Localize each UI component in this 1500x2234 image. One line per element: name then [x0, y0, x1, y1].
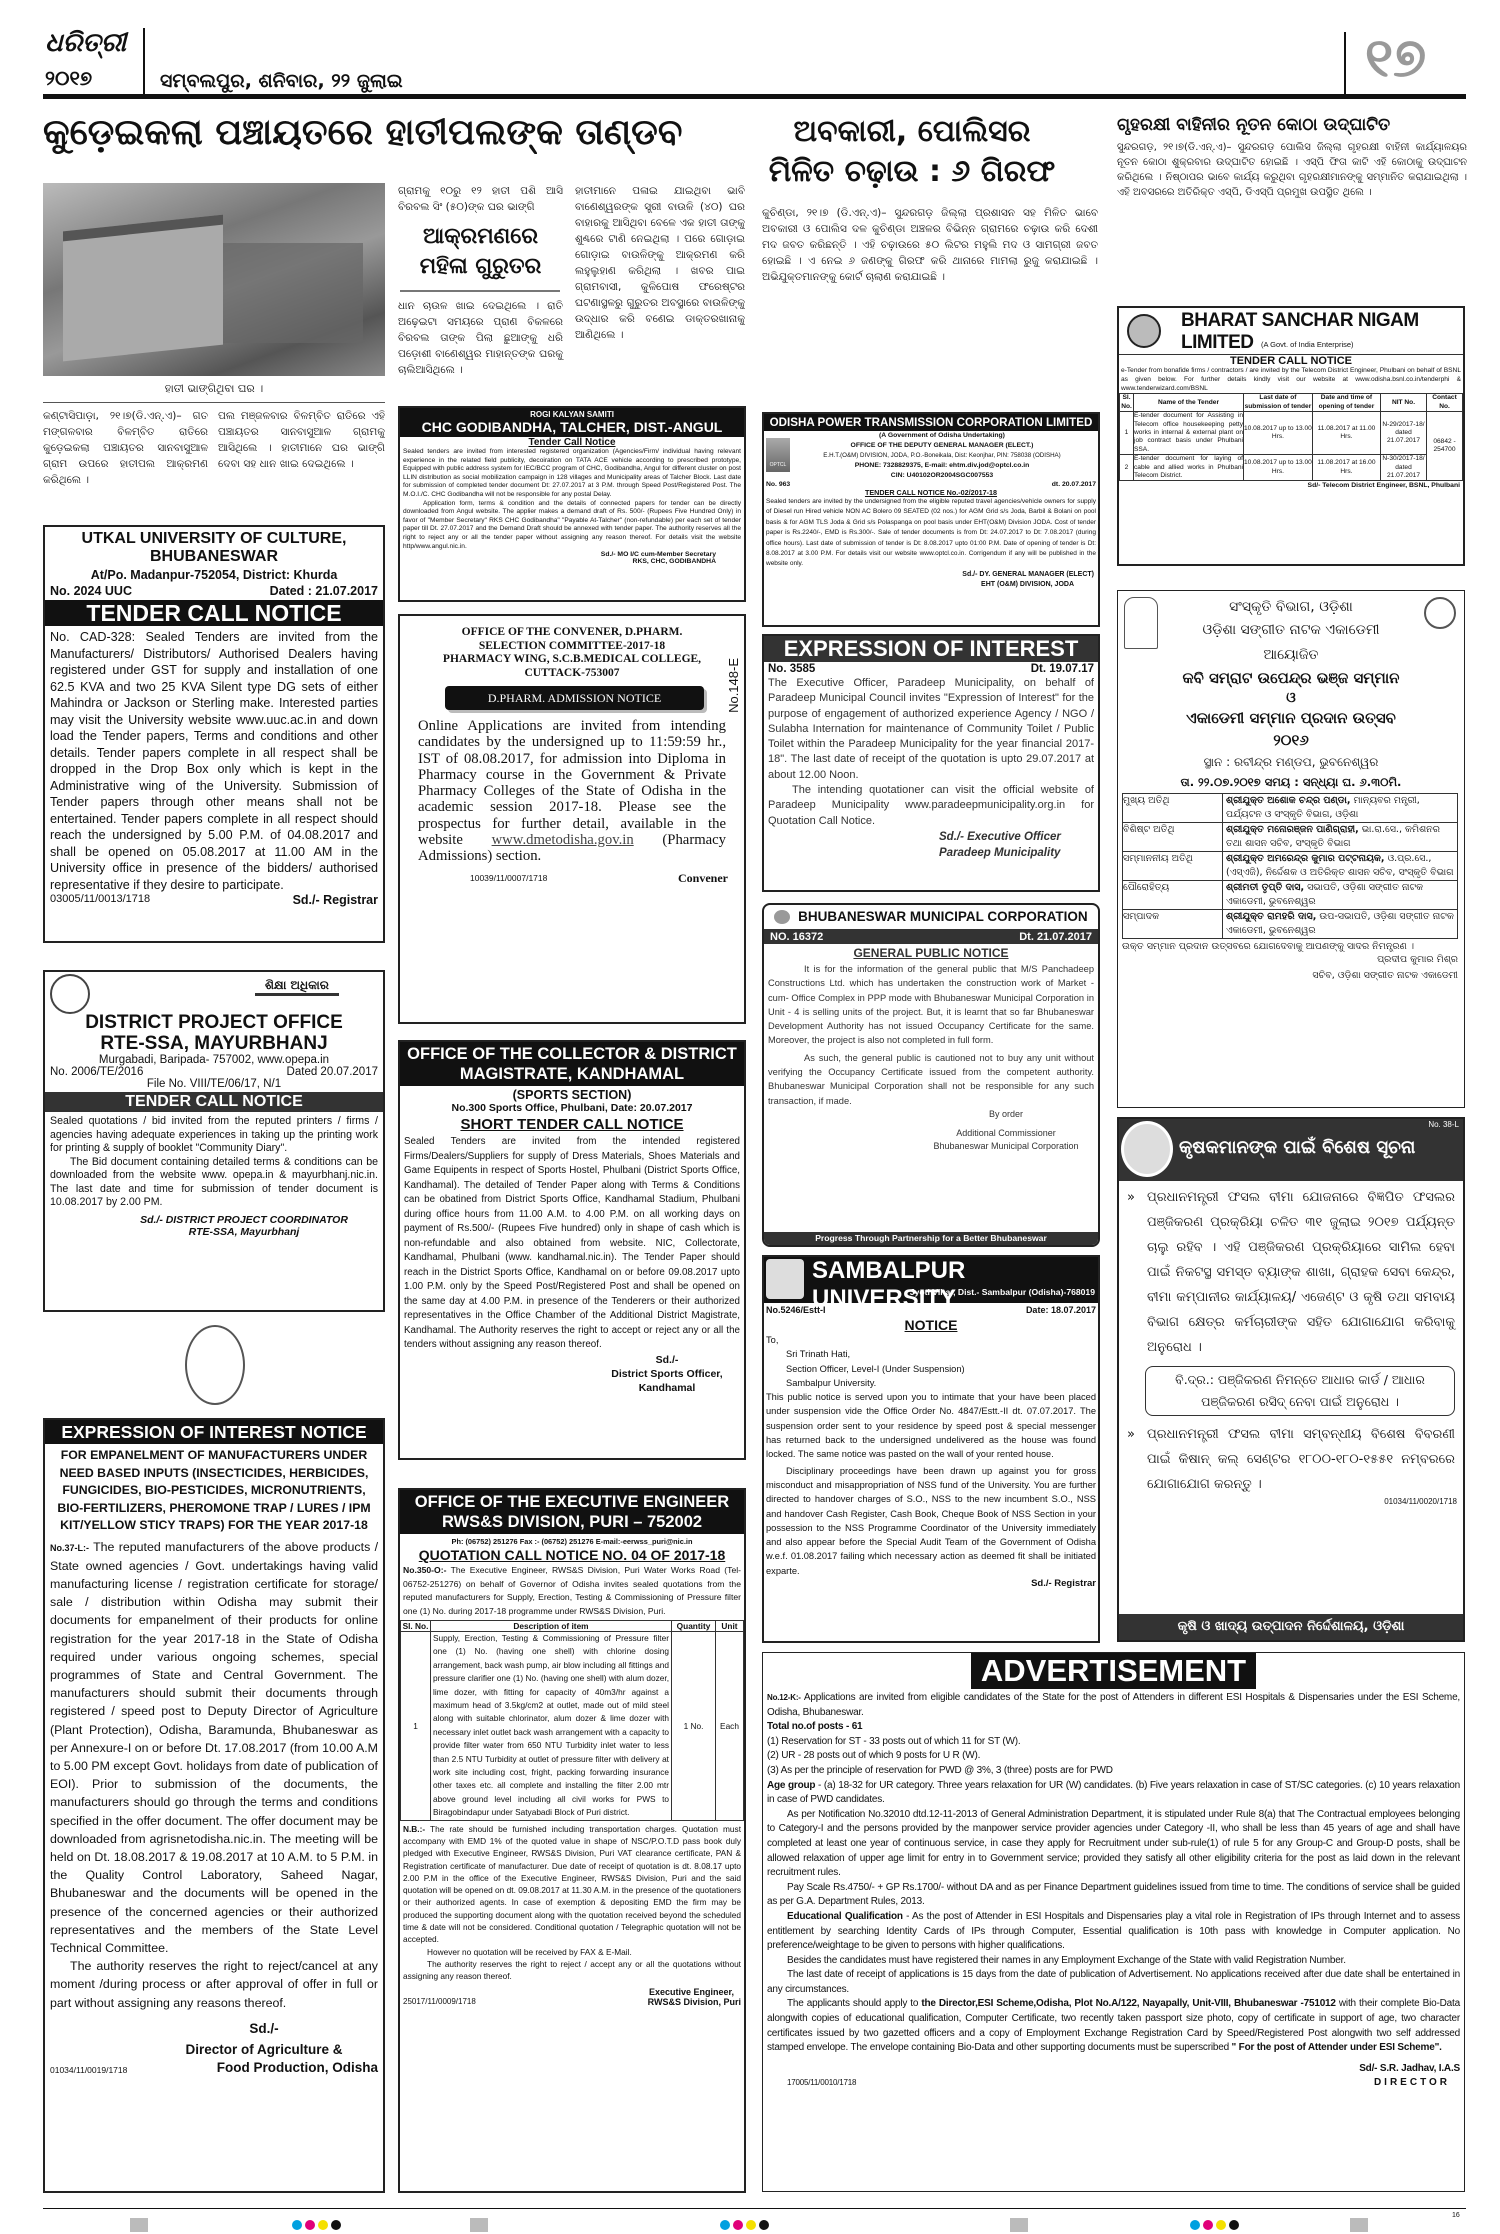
dpo-tender-notice: [43, 970, 385, 1312]
lead-headline: କୁଡ଼େଇକଲା ପଞ୍ଚାୟତରେ ହାତୀପଲଙ୍କ ତାଣ୍ଡବ: [43, 112, 683, 153]
bsnl-cell: 11.08.2017 at 11.00 Hrs.: [1312, 412, 1380, 455]
sanskriti-line-3: ଆୟୋଜିତ: [1263, 647, 1319, 663]
dpharm-admission-notice: [398, 614, 746, 1024]
guest-desc: ମାନ୍ୟବର ମନ୍ତ୍ରୀ, ପର୍ଯ୍ୟଟନ ଓ ସଂସ୍କୃତି ବିଭାଗ, ଓଡ଼ିଶା: [1226, 795, 1420, 820]
bsnl-cell: 11.08.2017 at 16.00 Hrs.: [1312, 455, 1380, 481]
sanskriti-line-6: ଏକାଡେମୀ ସମ୍ମାନ ପ୍ରଦାନ ଉତ୍ସବ: [1186, 709, 1396, 727]
bsnl-cell: E-tender document for laying of cable and allied works in Phulbani Telecom District.: [1134, 455, 1243, 480]
advert-no: No.12-K:-: [767, 1693, 801, 1702]
krushi-ref: 01034/11/0020/1718: [1384, 1497, 1457, 1506]
optcl-title: ODISHA POWER TRANSMISSION CORPORATION LIMITED: [764, 414, 1098, 431]
optcl-line-1: (A Government of Odisha Undertaking): [879, 432, 1005, 439]
puri-nb: The rate should be furnished including transportation charges. Quotation must accompany with EMD 1% of the quoted value in shape of NSC/P.O.T.D pass book duly pledged with Executive Engineer, RWS&S Division, Puri VAT clearance certificate, PAN & Registration certificate of manufacturer. Due date of receipt of quotation is dt. 8.08.17 upto 2.00 P.M in the office of the Executive Engineer, RWS&S Division, Puri and the said quotation will be opened on dt. 09.08.2017 at 11.30 A.M. in the presence of the quotationers or their authorized agents. In case of exemption & depositing EMD the firm may be produced the supporting document along with the quotation received beyond the scheduled time & date will not be considered. Conditional quotation / Telegraphic quotation will not be accepted.: [403, 1823, 741, 1945]
bsnl-cell: 1: [1120, 412, 1134, 455]
bsnl-logo-icon: [1127, 314, 1161, 348]
guest-desc: ଭା.ରା.ସେ., କମିଶନର ତଥା ଶାସନ ସଚିବ, ସଂସ୍କୃତି ବିଭାଗ: [1226, 824, 1440, 849]
dpo-date: Dated 20.07.2017: [286, 1066, 378, 1078]
optcl-body: Sealed tenders are invited by the undersigned from the eligible reputed travel agencies/vehicle owners for supply of Diesel run Hired vehicle NON AC Bolero 09 SEATED (02 nos.) for AGM Grid s/s Joda, Barbil & Bolani on pool basis & for AGM TLS Joda & Grid s/s Polaspanga on pool basis under EHT(O&M) Division JODA. Cost of tender paper is Rs.2240/-, EMD is Rs.300/-. Sale of tender documents is from Dt: 24.07.2017 to Dt: 7.08.2017 (during office hours). Last date of submission of tender is Dt: 8.08.2017 upto 01:00 P.M. Date of opening of tender is Dt: 8.08.2017 at 3.00 P.M. For details visit our website www.optcl.co.in. Corrigendum if any will be published in the website only.: [766, 498, 1096, 568]
advert-item: (3) As per the principle of reservation for PWD @ 3%, 3 (three) posts are for PWD: [767, 1764, 1113, 1776]
bsnl-cell: N-30/2017-18/ dated 21.07.2017: [1382, 455, 1425, 480]
table-row: [1123, 910, 1458, 939]
guest-desc: ଓ.ପ୍ର.ସେ., (ଏସ୍‌ଏଜି), ନିର୍ଦ୍ଦେଶକ ଓ ଅତିରିକ୍ତ ଶାସନ ସଚିବ, ସଂସ୍କୃତି ବିଭାଗ: [1226, 853, 1454, 878]
eoi-paradeep-sign-1: Sd./- Executive Officer: [939, 830, 1061, 843]
bmc-heading: GENERAL PUBLIC NOTICE: [853, 946, 1009, 960]
utkal-title-1: UTKAL UNIVERSITY OF CULTURE,: [81, 530, 347, 547]
bsnl-cell: N-29/2017-18/ dated 21.07.2017: [1381, 412, 1427, 455]
odisha-emblem-icon: [1121, 1121, 1173, 1177]
chc-para-2: Application form, terms & condition and the details of connected papers for tender can be directly downloaded from Angul website. The applier makes a demand draft of Rs. 500/- (Rupees Five Hundred Only) in favor of "Member Secretary" RKS CHC Godibandha" "Payable At-Talcher" (non-refundable) per each set of tender paper till Dt. 27.07.2017 and the Demand Draft should be annexed with tender paper. The authority reserves all the right to reject any or all the tender paper without assigning any reason thereof. For details visit the website http/www.angul.nic.in.: [403, 499, 741, 550]
story2-headline: ଅବକାରୀ, ପୋଲିସର ମିଳିତ ଚଢ଼ାଉ : ୬ ଗିରଫ: [768, 114, 1056, 189]
sambalpur-address: Jyoti Vihar, Dist.- Sambalpur (Odisha)-768019: [909, 1287, 1095, 1297]
dpo-title-2: RTE-SSA, MAYURBHANJ: [100, 1033, 328, 1054]
krushi-para-2: ପ୍ରଧାନମନ୍ତ୍ରୀ ଫସଲ ବୀମା ସମ୍ବନ୍ଧୀୟ ବିଶେଷ ବିବରଣୀ ପାଇଁ କିଷାନ୍ କଲ୍ ସେଣ୍ଟର ୧୮୦୦-୧୮୦-୧୫୫୧ ନମ୍ବରରେ ଯୋଗାଯୋଗ କରନ୍ତୁ ।: [1147, 1427, 1455, 1492]
eoi-paradeep-sign-2: Paradeep Municipality: [939, 846, 1061, 859]
sambalpur-heading: NOTICE: [904, 1317, 958, 1333]
lead-intro-a: କଣ୍ଟାସିପାଡ଼ା, ୨୧।୭(ଡି.ଏନ୍.ଏ)– ଗତ ମଙ୍ଗଳବାର ବିଳମ୍ବିତ ରାତିରେ କୁଡ଼େଇକଲା ପଞ୍ଚାୟତର ସାନବାସୁଆଳ ଗ୍ରାମ ଉପରେ ହାତୀପଲ ଆକ୍ରମଣ କରିଥିଲେ ।: [43, 410, 208, 486]
kandhamal-sign-3: Kandhamal: [638, 1381, 696, 1394]
shiksha-adhikar-logo: ଶିକ୍ଷା ଅଧିକାର: [255, 978, 339, 996]
odisha-emblem-icon: [50, 974, 90, 1014]
lead-intro-b: ପଲ ମଞ୍ଜଳବାର ବିଳମ୍ବିତ ରାତିରେ ଏହି ପଞ୍ଚାୟତର ସାନବାସୁଆଳ ଗ୍ରାମକୁ ଆସିଥିଲେ । ହାତୀମାନେ ଘର ଭାଙ୍ଗି ଦେବା ସହ ଧାନ ଖାଇ ଦେଇଥିଲେ ।: [218, 410, 385, 470]
eoi-agri-para-2: The authority reserves the right to reject/cancel at any moment /during process or after approval of offer in full or part without assigning any reasons thereof.: [50, 1959, 378, 2010]
advert-item: (2) UR - 28 posts out of which 9 posts for U R (W).: [767, 1750, 981, 1762]
eoi-paradeep-para-1: The Executive Officer, Paradeep Municipality, on behalf of Paradeep Municipal Council invites "Expression of Interest" for the purpose of engagement of authorized experience Agency / NGO / Sulabha Internation for maintenance of Community Toilet / Public Toilet within the Paradeep Municipality for the year financial 2017-18". The last date of receipt of the quotation is upto 29.07.2017 at about 12.00 Noon.: [768, 677, 1094, 781]
guest-desc: ଉପ-ସଭାପତି, ଓଡ଼ିଶା ସଙ୍ଗୀତ ନାଟକ ଏକାଡେମୀ, ଭୁବନେଶ୍ୱର: [1226, 911, 1454, 936]
sambalpur-university-notice: [762, 1255, 1100, 1643]
puri-title-1: OFFICE OF THE EXECUTIVE ENGINEER: [414, 1493, 730, 1511]
sanskriti-line-4: କବି ସମ୍ରାଟ ଉପେନ୍ଦ୍ର ଭଞ୍ଜ ସମ୍ମାନ: [1182, 669, 1400, 687]
dpharm-tail: (Pharmacy Admissions) section.: [418, 832, 727, 865]
eoi-agri-no: No.37-L:-: [50, 1542, 89, 1553]
eoi-agriculture-notice: [43, 1418, 385, 2193]
puri-nb-label: N.B.:-: [403, 1823, 426, 1834]
puri-cell-qty: 1 No.: [672, 1632, 716, 1821]
utkal-body: No. CAD-328: Sealed Tenders are invited from the Manufacturers/ Distributors/ Authorised Dealers having registered under GST for supply and installation of one 62.5 KVA and two 25 KVA Silent type DG sets of either Mahindra or Jackson or Sterling make. Interested parties may visit the University website www.uuc.ac.in and down load the Tender papers, Terms and conditions and other details. Tender papers complete in all respect shall be dropped in the Drop Box only which is kept in the Administrative wing of the University. Submission of Tender papers through other means shall not be entertained. Tender papers complete in all respect should reach the undersigned by 5.00 P.M. of 04.08.2017 and shall be opened on 05.08.2017 at 11.00 AM in the University office in presence of the bidders/ authorised representative if they desire to participate.: [50, 630, 378, 892]
dpharm-title-3: PHARMACY WING, S.C.B.MEDICAL COLLEGE,: [442, 653, 702, 665]
eoi-agri-ref: 01034/11/0019/1718: [50, 2064, 128, 2075]
dpo-sign-1: Sd./- DISTRICT PROJECT COORDINATOR: [140, 1213, 348, 1226]
sanskriti-line-2: ଓଡ଼ିଶା ସଙ୍ଗୀତ ନାଟକ ଏକାଡେମୀ: [1202, 622, 1380, 638]
guest-role: ସମ୍ମାନନୀୟ ଅତିଥି: [1123, 852, 1223, 881]
masthead-logo: ଧରିତ୍ରୀ: [45, 28, 127, 58]
bsnl-intro: e-Tender from bonafide firms / contractors / are invited by the Telecom District Engineer, Phulbani on behalf of BSNL as given below. For further details kindly visit our website at www.odisha.bsnl.co.in/tenderphi & www.tenderwizard.com/BSNL: [1121, 367, 1461, 392]
lead-photo: [43, 183, 385, 376]
odisha-emblem-icon: [1424, 597, 1456, 629]
table-row: [1120, 412, 1463, 455]
optcl-tender-notice: [762, 412, 1100, 627]
puri-col-header: Description of item: [431, 1621, 672, 1632]
table-row: [401, 1632, 744, 1821]
bsnl-subtitle: (A Govt. of India Enterprise): [1261, 340, 1354, 349]
puri-cell-sl: 1: [401, 1632, 431, 1821]
advert-age-label: Age group: [767, 1779, 816, 1791]
bsnl-col-header: NIT No.: [1381, 394, 1427, 412]
utkal-date: Dated : 21.07.2017: [269, 584, 378, 598]
bullet-icon: »: [1127, 1427, 1135, 1442]
utkal-signature: Sd./- Registrar: [292, 893, 378, 907]
kandhamal-ref: No.300 Sports Office, Phulbani, Date: 20.07.2017: [451, 1102, 693, 1114]
sambalpur-university-logo: [766, 1259, 804, 1299]
puri-no: No.350-O:-: [403, 1565, 447, 1575]
dpo-para-2: The Bid document containing detailed terms & conditions can be downloaded from the website www. opepa.in & mayurbhanj.nic.in. The last date and time for submission of tender document is 10.08.2017 by 2.00 PM.: [50, 1155, 378, 1208]
puri-sign-1: Executive Engineer,: [648, 1986, 734, 1997]
bullet-icon: »: [1127, 1190, 1135, 1205]
optcl-line-5: CIN: U40102OR2004SGC007553: [890, 472, 994, 479]
dpo-address: Murgabadi, Baripada- 757002, www.opepa.in: [98, 1054, 330, 1066]
puri-para-2: However no quotation will be received by FAX & E-Mail.: [427, 1946, 632, 1957]
dpo-para-1: Sealed quotations / bid invited from the reputed printers / firms / agencies having adequate experiences in taking up the printing work for printing & supply of booklet "Community Diary".: [50, 1115, 378, 1154]
guest-role: ସମ୍ପାଦକ: [1123, 910, 1223, 939]
sanskriti-venue: ସ୍ଥାନ : ରବୀନ୍ଦ୍ର ମଣ୍ଡପ, ଭୁବନେଶ୍ୱର: [1203, 755, 1379, 769]
chc-org: ROGI KALYAN SAMITI: [530, 410, 614, 419]
puri-sign-2: RWS&S Division, Puri: [647, 1996, 741, 2007]
rule: [400, 290, 560, 292]
esi-advertisement: [762, 1652, 1465, 2192]
masthead-divider-right: [1344, 32, 1346, 94]
registration-marks: [0, 2218, 1500, 2234]
advert-age: - (a) 18-32 for UR category. Three years relaxation for UR (W) candidates. (b) Five years relaxation in case of ST/SC categories. (c) 10 years relaxation in case of PWD candidates.: [767, 1779, 1460, 1806]
bmc-sign-1: Additional Commissioner: [956, 1127, 1056, 1138]
puri-cell-desc: Supply, Erection, Testing & Commissioning of Pressure filter one (1) No. (having one shell) with chlorine dosing arrangement, back wash pump, air blow including all fittings and pressure clarifier one (1) No. (having one shell) with alum dozer, lime dozer, with fitting for capacity of 40m3/hr against a maximum head of 3.5kg/cm2 at outlet, made out of mild steel along with suitable chlorinator, alum dozer & lime dozer with necessary inlet outlet back wash arrangement with a capacity to provide filter water from 650 NTU Turbidity inlet water to less than 2.5 NTU Turbidity at outlet of pressure filter with delivery at work site including cost, fright, packing forwarding insurance other taxes etc. all complete and installing the filter 2.00 mtr above ground level including all civil works for PWS to Biragobindapur under Satyabadi Block of Puri district.: [431, 1632, 672, 1821]
story3-body: ସୁନ୍ଦରଗଡ଼, ୨୧।୭(ଡି.ଏନ୍.ଏ)– ସୁନ୍ଦରଗଡ଼ ପୋଲିସ ଜିଲ୍ଲା ଗୃହରକ୍ଷୀ ବାହିନୀ କାର୍ଯ୍ୟାଳୟର ନୂତନ କୋଠା ଶୁକ୍ରବାର ଉଦ୍‌ଘାଟିତ ହୋଇଛି । ଏସ୍‌ପି ଫିତା କାଟି ଏହି କୋଠାକୁ ଉଦ୍‌ଘାଟନ କରିଥିଲେ । ନିଷ୍ଠାପର ଭାବେ କାର୍ଯ୍ୟ କରୁଥିବା ଗୃହରକ୍ଷୀମାନଙ୍କୁ ସମ୍ମାନିତ କରାଯାଇଥିଲା । ଏହି ଅବସରରେ ଅତିରିକ୍ତ ଏସ୍‌ପି, ଡିଏସ୍‌ପି ପ୍ରମୁଖ ଉପସ୍ଥିତ ଥିଲେ ।: [1117, 142, 1467, 198]
kandhamal-sign-1: Sd./-: [655, 1353, 679, 1366]
sanskriti-guest-table: [1122, 793, 1458, 939]
dpharm-title-2: SELECTION COMMITTEE-2017-18: [478, 639, 666, 652]
krushi-no: No. 38-L: [1428, 1120, 1459, 1129]
bsnl-tender-table: [1119, 393, 1463, 481]
advert-superscription: " For the post of Attender under ESI Scheme".: [1231, 2042, 1442, 2054]
sambalpur-para-1: This public notice is served upon you to intimate that your have been placed under suspension vide the Office Order No. 4847/Estt.-II dt. 07.07.2017. The suspension order sent to your residence by speed post & special messenger has returned back to the undersigned undelivered as the house was found locked. The same notice was pasted on the wall of your rented house.: [766, 1392, 1096, 1460]
footer-rule: [43, 2208, 1466, 2209]
bmc-date: Dt. 21.07.2017: [1019, 931, 1092, 943]
optcl-logo: OPTCL: [766, 438, 790, 472]
sambalpur-para-2: Disciplinary proceedings have been drawn up against you for gross misconduct and misappropriation of NSS fund of the University. You are further directed to handover charges of S.O., NSS to the new incumbent S.O., NSS and handover Cash Register, Cash Book, Cheque Book of NSS Section in your possession to the NSS Programme Coordinator of the University immediately and also appear before the Special Audit Team of the Government of Odisha w.e.f. 01.08.2017 failing which necessary action as deemed fit shall be initiated exparte.: [766, 1465, 1096, 1576]
puri-ref: 25017/11/0009/1718: [403, 1996, 476, 2006]
eoi-paradeep-date: Dt. 19.07.17: [1030, 663, 1094, 675]
eoi-agri-sign-3: Food Production, Odisha: [216, 2059, 378, 2075]
bsnl-sign: Sd/- Telecom District Engineer, BSNL, Phulbani: [1307, 482, 1460, 490]
table-row: [1123, 881, 1458, 910]
optcl-line-4: PHONE: 7328829375, E-mail: ehtm.div.jod@optcl.co.in: [854, 462, 1030, 469]
sanskriti-line-1: ସଂସ୍କୃତି ବିଭାଗ, ଓଡ଼ିଶା: [1229, 599, 1353, 615]
dateline: ସମ୍ବଲପୁର, ଶନିବାର, ୨୨ ଜୁଲାଇ: [160, 70, 403, 92]
puri-title-2: RWS&S DIVISION, PURI – 752002: [441, 1513, 703, 1531]
guest-name: ଶ୍ରୀଯୁକ୍ତ ଅମରେନ୍ଦ୍ର କୁମାର ପଟ୍ଟନାୟକ,: [1226, 853, 1385, 864]
optcl-sign-1: Sd./- DY. GENERAL MANAGER (ELECT): [962, 570, 1094, 578]
sanskriti-sign-1: ପ୍ରଦୀପ କୁମାର ମିଶ୍ର: [1377, 954, 1458, 965]
bsnl-heading: TENDER CALL NOTICE: [1229, 355, 1353, 367]
advert-edu: - As the post of Attender in ESI Hospitals and Dispensaries play a vital role in Registration of IPs through Internet and to assess entitlement by searching Identity Cards of IPs through Computer, Essential qualification is 10th pass with knowledge in Computer application. No preference/weightage to be given to persons with higher qualifications.: [767, 1910, 1460, 1952]
table-row: [1120, 455, 1463, 481]
optcl-heading: TENDER CALL NOTICE No.-02/2017-18: [864, 488, 998, 497]
sambalpur-no: No.5246/Estt-I: [766, 1305, 826, 1315]
sanskriti-time: ତା. ୨୨.୦୭.୨୦୧୭ ସମୟ : ସନ୍ଧ୍ୟା ଘ. ୬.୩୦ମି.: [1180, 775, 1402, 789]
page-number-odia: ୧୭: [1365, 26, 1427, 89]
lead-col-b: ହାତୀମାନେ ପଳାଇ ଯାଇଥିବା ଭାବି ବାଣେଶ୍ୱରଙ୍କ ସ୍ତ୍ରୀ ବାଉଳି (୪୦) ଘର ବାହାରକୁ ଆସିଥିବା ବେଳେ ଏକ ହାତୀ ତାଙ୍କୁ ଶୁଣ୍ଢରେ ଟାଣି ନେଇଥିଲା । ପରେ ଗୋଡ଼ାଇ ଗୋଡ଼ାଇ ବାଉଳିଙ୍କୁ ଆକ୍ରମଣ କରି ଲହୁଲୁହାଣ କରିଥିଲା । ଖବର ପାଇ ଗ୍ରାମବାସୀ, କୁଳିପୋଷ ଫରେଷ୍ଟର ଘଟଣାସ୍ଥଳରୁ ଗୁରୁତର ଅବସ୍ଥାରେ ବାଉଳିଙ୍କୁ ଉଦ୍ଧାର କରି ବଣେଇ ଡାକ୍ତରଖାନାକୁ ଆଣିଥିଲେ ।: [575, 185, 745, 341]
kandhamal-sign-2: District Sports Officer,: [611, 1367, 723, 1380]
krushi-title: କୃଷକମାନଙ୍କ ପାଇଁ ବିଶେଷ ସୂଚନା: [1179, 1137, 1416, 1158]
bmc-sign-2: Bhubaneswar Municipal Corporation: [933, 1140, 1079, 1151]
lead-col-a-top: ଗ୍ରାମକୁ ୧୦ରୁ ୧୨ ହାତୀ ପଶି ଆସି ବିରବଲ ସିଂ (୫୦)ଙ୍କ ଘର ଭାଙ୍ଗି: [398, 185, 563, 213]
krushi-note: ବି.ଦ୍ର.: ପଞ୍ଜିକରଣ ନିମନ୍ତେ ଆଧାର କାର୍ଡ / ଆଧାର ପଞ୍ଜିକରଣ ରସିଦ୍ ନେବା ପାଇଁ ଅନୁରୋଧ ।: [1145, 1366, 1455, 1416]
bsnl-col-header: Date and time of opening of tender: [1312, 394, 1380, 412]
advert-apply-address: the Director,ESI Scheme,Odisha, Plot No.A/122, Nayapally, Unit-VIII, Bhubaneswar -751012: [921, 1998, 1336, 2010]
chc-heading: Tender Call Notice: [528, 437, 616, 448]
bsnl-col-header: Contact No.: [1427, 394, 1463, 412]
sambalpur-to: To,: [766, 1335, 779, 1345]
sanskriti-line-5: ଓ: [1286, 690, 1296, 706]
guest-role: ପୌରୋହିତ୍ୟ: [1123, 881, 1223, 910]
dpharm-ref: 10039/11/0007/1718: [470, 873, 548, 884]
footer-page-number: 16: [1452, 2212, 1460, 2219]
bmc-public-notice: [762, 903, 1100, 1247]
sanskriti-invitation: [1117, 590, 1465, 1108]
chc-title: CHC GODIBANDHA, TALCHER, DIST.-ANGUL: [421, 419, 723, 435]
table-row: [1123, 823, 1458, 852]
sambalpur-sign: Sd./- Registrar: [1031, 1578, 1096, 1590]
puri-cell-unit: Each: [716, 1632, 744, 1821]
advert-apply-a: The applicants should apply to: [787, 1998, 919, 2010]
table-row: [1123, 852, 1458, 881]
bsnl-col-header: Name of the Tender: [1134, 394, 1244, 412]
dpo-file-no: File No. VIII/TE/06/17, N/1: [146, 1078, 282, 1090]
krushi-para-1: ପ୍ରଧାନମନ୍ତ୍ରୀ ଫସଲ ବୀମା ଯୋଜନାରେ ବିଜ୍ଞପିତ ଫସଲର ପଞ୍ଜିକରଣ ପ୍ରକ୍ରିୟା ଚଳିତ ୩୧ ଜୁଲାଇ ୨୦୧୭ ପର୍ଯ୍ୟନ୍ତ ଚାଲୁ ରହିବ । ଏହି ପଞ୍ଜିକରଣ ପ୍ରକ୍ରିୟାରେ ସାମିଲ ହେବା ପାଇଁ ନିକଟସ୍ଥ ସମସ୍ତ ବ୍ୟାଙ୍କ ଶାଖା, ଗ୍ରାହକ ସେବା କେନ୍ଦ୍ର, ବୀମା କମ୍ପାନୀର କାର୍ଯ୍ୟାଳୟ/ ଏଜେଣ୍ଟ ଓ କୃଷି ତଥା ସମବାୟ ବିଭାଗ କ୍ଷେତ୍ର କର୍ମଚାରୀଙ୍କ ସହିତ ଯୋଗାଯୋଗ କରିବାକୁ ଅନୁରୋଧ ।: [1147, 1190, 1455, 1355]
utkal-tender-notice: [43, 525, 385, 943]
advert-apply-c: with their complete Bio-Data alongwith copies of educational qualification, Computer Certificate, two recently taken passport size photo, copy of certificate in support of age, two character certificates issued by two gazetted officers and a copy of Employment Exchange Registration Card by Speed/Registered Post alongwith two self addressed stamped envelope. The envelope containing Bio-Data and other supporting documents must be superscribed: [767, 1998, 1460, 2054]
dpharm-sign: Convener: [678, 870, 728, 885]
advert-total-posts: Total no.of posts - 61: [767, 1721, 863, 1733]
dpharm-side-no: No.148-E: [726, 658, 741, 713]
photo-caption: ହାତୀ ଭାଙ୍ଗିଥିବା ଘର ।: [164, 382, 264, 395]
eoi-agri-sign-1: Sd./-: [249, 2020, 279, 2036]
advert-sign-2: DIRECTOR: [1373, 2077, 1450, 2089]
guest-name: ଶ୍ରୀଯୁକ୍ତ ମନୋରଞ୍ଜନ ପାଣିଗ୍ରାହୀ,: [1226, 824, 1359, 835]
eoi-agri-banner: EXPRESSION OF INTEREST NOTICE: [45, 1420, 383, 1444]
dpharm-title-1: OFFICE OF THE CONVENER, D.PHARM.: [461, 626, 683, 638]
story3-headline: ଗୃହରକ୍ଷୀ ବାହିନୀର ନୂତନ କୋଠା ଉଦ୍‌ଘାଟିତ: [1117, 115, 1391, 135]
kandhamal-tender-notice: [398, 1040, 746, 1460]
advert-rule: As per Notification No.32010 dtd.12-11-2013 of General Administration Department, it is stipulated under Rule 8(a) that The Contractual employees belonging to Category-I and the persons provided by the manpower service provider agencies under Category -II, who shall be less than 45 years of age and shall have completed at least one year of continuous service, in case they apply for Recruitment under sub-rule(1) of rule 5 for any Group-C and Group-D posts, shall be allowed relaxation of upper age limit for entry in to Government service; provided they satisfy all other eligibility criteria for the post as laid down in the relevant recruitment rules.: [767, 1808, 1460, 1879]
guest-name: ଶ୍ରୀଯୁକ୍ତ ଅଶୋକ ଚନ୍ଦ୍ର ପଣ୍ଡା,: [1226, 795, 1351, 806]
eoi-paradeep-banner: EXPRESSION OF INTEREST: [764, 636, 1098, 662]
optcl-line-3: E.H.T.(O&M) DIVISION, JODA, P.O.-Boneikala, Dist: Keonjhar, PIN: 758038 (ODISHA): [823, 452, 1061, 459]
puri-heading: QUOTATION CALL NOTICE NO. 04 OF 2017-18: [418, 1547, 726, 1563]
advert-banner: ADVERTISEMENT: [971, 1653, 1256, 1689]
puri-intro: The Executive Engineer, RWS&S Division, Puri Water Works Road (Tel- 06752-251276) on behalf of Governor of Odisha invites sealed quotations from the reputed manufacturers for Supply, Erection, Testing & Commissioning of Pressure filter one (1) No. during 2017-18 programme under RWS&S Division, Puri.: [403, 1565, 742, 1616]
guest-desc: ସଭାପତି, ଓଡ଼ିଶା ସଙ୍ଗୀତ ନାଟକ ଏକାଡେମୀ, ଭୁବନେଶ୍ୱର: [1226, 882, 1424, 907]
bmc-no: NO. 16372: [770, 931, 824, 943]
guest-role: ମୁଖ୍ୟ ଅତିଥି: [1123, 794, 1223, 823]
kandhamal-body: Sealed Tenders are invited from the intended registered Firms/Dealers/Suppliers for supply of Dress Materials, Shoes Materials and Game Equipents in respect of Sports Hostel, Phulbani (District Sports Office, Kandhamal). The detailed of Tender Paper along with Terms & Conditions can be obatined from District Sports Office, Kandhamal Stadium, Phulbani during office hours from 11.00 A.M. to 4.00 P.M. on all working days on payment of Rs.500/- (Rupees Five hundred) only in shape of cash which is non-refundable and also obtained from website. NIC, Collectorate, Kandhamal, Phulbani (www. kandhamal.nic.in). The Tender Paper should reach in the District Sports Office, Kandhamal on or before 09.08.2017 upto 1.00 P.M. only by the Speed Post/Registered Post and shall be opened on the same day at 4.00 P.M. in presence of the Tenderers or their authorized representatives in the Office Chamber of the Additional District Magistrate, Kandhamal. The Authority reserves the right to accept or reject any or all the tenders without assigning any reason thereof.: [404, 1136, 740, 1350]
eoi-agri-subtitle: FOR EMPANELMENT OF MANUFACTURERS UNDER NEED BASED INPUTS (INSECTICIDES, HERBICIDES, FUNGICIDES, BIO-PESTICIDES, MICRONUTRIENTS, BIO-FERTILIZERS, PHEROMONE TRAP / LURES / IPM KIT/YELLOW STICY TRAPS) FOR THE YEAR 2017-18: [57, 1448, 371, 1532]
dpharm-title-4: CUTTACK-753007: [524, 666, 620, 679]
chc-para-1: Sealed tenders are invited from interested registered organization (Agencies/Firm/ individual having relevant experience in the related field publicity, decoiration on TATA ACE vehicle according to prescribed prototype, Equipped with public address system for IEC/BCC program of CHC, Godibandha, Angul for different cluster on post LLIN distribution as social mobilization campaign in 128 villages and Municipality areas of Talcher Block. Last date for submission of completed tender document Dt: 27.07.2017 at 3 P.M. through Speed Post/Registered Post. The M.O.I./C. CHC Godibandha will not be responsible for any postal Delay.: [403, 448, 741, 498]
puri-col-header: Unit: [716, 1621, 744, 1632]
sambalpur-date: Date: 18.07.2017: [1025, 1305, 1096, 1315]
guest-name: ଶ୍ରୀଯୁକ୍ତ ରାମହରି ଦାସ,: [1226, 911, 1317, 922]
puri-col-header: Quantity: [672, 1621, 716, 1632]
eoi-agri-para-1: The reputed manufacturers of the above products / State owned agencies / Govt. undertakings having valid manufacturing license / registration certificate for storage/ sale / distribution within Odisha may submit their documents for empanelment of their products for online registration for the year 2017-18 in the State of Odisha required under various ongoing schemes, special programmes of State and Central Government. The manufacturers should submit their documents through registered / speed post to Deputy Director of Agriculture (Plant Protection), Odisha, Baramunda, Bhubaneswar as per Annexure-I on or before Dt. 17.08.2017 (from 10.00 A.M to 5.00 PM except Govt. holidays from date of publication of EOI). Prior to submission of the documents, the manufacturers should go through the terms and conditions specified in the offer document. The offer document may be downloaded from agrisnetodisha.nic.in. The meeting will be held on Dt. 18.08.2017 & 19.08.2017 at 10 A.M. to 5 P.M. in the Quality Control Laboratory, Saheed Nagar, Bhubaneswar and the documents will be opened in the presence of the concerned agencies or their authorized representatives and the members of the State Level Technical Committee.: [50, 1539, 379, 1955]
bmc-title: BHUBANESWAR MUNICIPAL CORPORATION: [798, 909, 1088, 924]
eoi-agri-sign-2: Director of Agriculture &: [185, 2041, 343, 2057]
dpo-banner: TENDER CALL NOTICE: [45, 1092, 383, 1112]
chc-sign-2: RKS, CHC, GODIBANDHA: [632, 558, 716, 566]
eoi-paradeep-no: No. 3585: [768, 663, 816, 675]
sambalpur-addressee-1: Sri Trinath Hati,: [786, 1349, 851, 1360]
bsnl-cell: E-tender document for Assisting in Telecom office housekeeping petty works in internal & external plant on job contract basis under Phulbani SSA.: [1134, 412, 1243, 453]
utkal-address: At/Po. Madanpur-752054, District: Khurda: [90, 568, 338, 582]
chc-tender-notice: [398, 406, 746, 602]
advert-sign-1: Sd/- S.R. Jadhav, I.A.S: [1359, 2062, 1460, 2074]
masthead-rule: [43, 94, 1466, 99]
puri-quotation-notice: [398, 1488, 746, 2193]
utkal-ref: 03005/11/0013/1718: [50, 893, 151, 905]
puri-contact: Ph: (06752) 251276 Fax :- (06752) 251276 E-mail:-eerwss_puri@nic.in: [451, 1537, 693, 1546]
masthead-divider: [143, 28, 145, 94]
optcl-line-2: OFFICE OF THE DEPUTY GENERAL MANAGER (ELECT.): [850, 442, 1034, 449]
advert-ref: 17005/11/0010/1718: [787, 2078, 857, 2088]
story2-body: କୁଚିଣ୍ଡା, ୨୧।୭ (ଡି.ଏନ୍.ଏ)– ସୁନ୍ଦରଗଡ଼ ଜିଲ୍ଲା ପ୍ରଶାସନ ସହ ମିଳିତ ଭାବେ ଅବକାରୀ ଓ ପୋଲିସ ଦଳ କୁଚିଣ୍ଡା ଅଞ୍ଚଳର ବିଭିନ୍ନ ଗ୍ରାମରେ ଚଢ଼ାଉ କରି ଦେଶୀ ମଦ ଜବତ କରିଛନ୍ତି । ଏହି ଚଢ଼ାଉରେ ୫୦ ଲିଟର ମହୁଲି ମଦ ଓ ସାମଗ୍ରୀ ଜବତ ହୋଇଛି । ଏ ନେଇ ୬ ଜଣଙ୍କୁ ଗିରଫ କରି ଥାନାରେ ମାମଲା ରୁଜୁ କରାଯାଇଛି । ଅଭିଯୁକ୍ତମାନଙ୍କୁ କୋର୍ଟ ଚାଲାଣ କରାଯାଇଛି ।: [762, 207, 1098, 283]
utkal-banner: TENDER CALL NOTICE: [45, 600, 383, 626]
puri-items-table: [400, 1620, 744, 1821]
bmc-para-2: As such, the general public is cautioned not to buy any unit without verifying the Occupancy Certificate issued from the competent authority. Bhubaneswar Municipal Corporation shall not be responsible for any such transaction, if made.: [768, 1052, 1094, 1106]
dpharm-body: Online Applications are invited from intending candidates by the undersigned up to 11:59:59 hr., IST of 08.08.2017, for admission into Diploma in Pharmacy course in the Government & Private Pharmacy Colleges of the State of Odisha in the academic session 2017-18. Please see the prospectus for further detail, available in the website: [418, 718, 726, 849]
puri-para-3: The authority reserves the right to reject / accept any or all the quotations without assigning any reason thereof.: [403, 1958, 741, 1982]
advert-edu-label: Educational Qualification: [787, 1910, 903, 1922]
dpo-sign-2: RTE-SSA, Mayurbhanj: [188, 1225, 300, 1238]
guest-role: ବିଶିଷ୍ଟ ଅତିଥି: [1123, 823, 1223, 852]
sanskriti-sign-2: ସଚିବ, ଓଡ଼ିଶା ସଙ୍ଗୀତ ନାଟକ ଏକାଡେମୀ: [1312, 970, 1458, 981]
table-row: [1123, 794, 1458, 823]
kandhamal-title-1: OFFICE OF THE COLLECTOR & DISTRICT: [407, 1045, 737, 1063]
odisha-emblem-icon: [185, 1325, 245, 1405]
krushi-notice: [1117, 1117, 1465, 1642]
sambalpur-addressee-2: Section Officer, Level-I (Under Suspension): [786, 1363, 965, 1374]
kandhamal-title-2: MAGISTRATE, KANDHAMAL: [459, 1065, 685, 1083]
lead-col-a-bottom: ଧାନ ଚାଉଳ ଖାଇ ଦେଇଥିଲେ । ରାତି ଅଢ଼େଇଟା ସମୟରେ ପ୍ରାଣ ବିକଳରେ ବିରବଲ ତାଙ୍କ ପିଲା ଛୁଆଙ୍କୁ ଧରି ପଡ଼ୋଶୀ ବାଣେଶ୍ୱର ମାହାନ୍ତଙ୍କ ଘରକୁ ଚାଲିଆସିଥିଲେ ।: [398, 300, 563, 376]
bsnl-tender-notice: [1117, 306, 1465, 566]
sanskriti-invite: ଉକ୍ତ ସମ୍ମାନ ପ୍ରଦାନ ଉତ୍ସବରେ ଯୋଗଦେବାକୁ ଆପଣଙ୍କୁ ସାଦର ନିମନ୍ତ୍ରଣ ।: [1122, 941, 1415, 952]
chc-sign-1: Sd./- MO I/C cum-Member Secretary: [600, 551, 716, 559]
bsnl-cell: 10.08.2017 up to 13.00 Hrs.: [1244, 455, 1313, 481]
eoi-paradeep-para-2: The intending quotationer can visit the official website of Paradeep Municipality www.paradeepmunicipality.org.in for Quotation Call Notice.: [768, 784, 1094, 827]
advert-registration: Besides the candidates must have registered their names in any Employment Exchange of the State with valid Registration Number.: [787, 1954, 1346, 1966]
advert-intro: Applications are invited from eligible candidates of the State for the post of Attenders in different ESI Hospitals & Dispensaries under the ESI Scheme, Odisha, Bhubaneswar.: [767, 1692, 1461, 1718]
bsnl-contact: 06842 - 254700: [1427, 412, 1463, 481]
guest-name: ଶ୍ରୀମତୀ ତୃପ୍ତି ଦାସ,: [1226, 882, 1305, 893]
dpharm-website-link[interactable]: www.dmetodisha.gov.in: [491, 832, 634, 849]
optcl-sign-2: EHT (O&M) DIVISION, JODA: [981, 580, 1074, 588]
dpharm-banner: D.PHARM. ADMISSION NOTICE: [445, 686, 704, 710]
bsnl-col-header: Last date of submission of tender: [1244, 394, 1312, 410]
dancer-logo-icon: [1124, 597, 1158, 649]
dpo-no: No. 2006/TE/2016: [50, 1066, 144, 1078]
kandhamal-section: (SPORTS SECTION): [512, 1088, 632, 1102]
utkal-ref-no: No. 2024 UUC: [50, 584, 132, 598]
dpo-title-1: DISTRICT PROJECT OFFICE: [85, 1012, 343, 1033]
optcl-no: No. 963: [766, 481, 791, 488]
kandhamal-heading: SHORT TENDER CALL NOTICE: [460, 1116, 684, 1133]
advert-item: (1) Reservation for ST - 33 posts out of which 11 for ST (W).: [767, 1735, 1021, 1747]
sambalpur-addressee-3: Sambalpur University.: [786, 1377, 877, 1388]
bmc-para-1: It is for the information of the general public that M/S Panchadeep Constructions Ltd. which has undertaken the construction work of Market -cum- Office Complex in PPP mode with Bhubaneswar Municipal Corporation in Unit - 4 is selling units of the project. But, it is learnt that so far Bhubaneswar Development Authority has not issued Occupancy Certificate for the same. Moreover, the project is also not completed in full form.: [768, 964, 1094, 1046]
bmc-logo-icon: [774, 910, 790, 924]
bsnl-col-header: Sl. No.: [1121, 394, 1132, 410]
sambalpur-title: SAMBALPUR UNIVERSITY: [812, 1257, 966, 1312]
sanskriti-line-7: ୨୦୧୬: [1273, 731, 1309, 749]
bsnl-cell: 2: [1120, 455, 1134, 481]
rule: [43, 402, 385, 403]
optcl-date: dt. 20.07.2017: [1051, 481, 1096, 488]
bsnl-title: BHARAT SANCHAR NIGAM LIMITED: [1181, 310, 1419, 353]
masthead-year: ୨୦୧୭: [45, 66, 93, 90]
bmc-slogan: Progress Through Partnership for a Better Bhubaneswar: [764, 1232, 1098, 1245]
advert-last-date: The last date of receipt of applications is 15 days from the date of publication of Advertisement. No applications received after due date shall be entertained in any circumstances.: [767, 1969, 1460, 1995]
sub-headline: ଆକ୍ରମଣରେ ମହିଳା ଗୁରୁତର: [419, 224, 542, 279]
bmc-by-order: By order: [988, 1108, 1023, 1119]
utkal-title-2: BHUBANESWAR: [150, 548, 278, 565]
advert-pay: Pay Scale Rs.4750/- + GP Rs.1700/- without DA and as per Finance Department guidelines issued from time to time. The conditions of service shall be guided as per G.A. Department Rules, 2013.: [767, 1881, 1460, 1908]
eoi-paradeep-notice: [762, 634, 1100, 892]
puri-col-header: Sl. No.: [401, 1621, 431, 1632]
krushi-footer: କୃଷି ଓ ଖାଦ୍ୟ ଉତ୍ପାଦନ ନିର୍ଦ୍ଦେଶାଳୟ, ଓଡ଼ିଶା: [1119, 1614, 1463, 1640]
bsnl-cell: 10.08.2017 up to 13.00 Hrs.: [1244, 412, 1313, 455]
